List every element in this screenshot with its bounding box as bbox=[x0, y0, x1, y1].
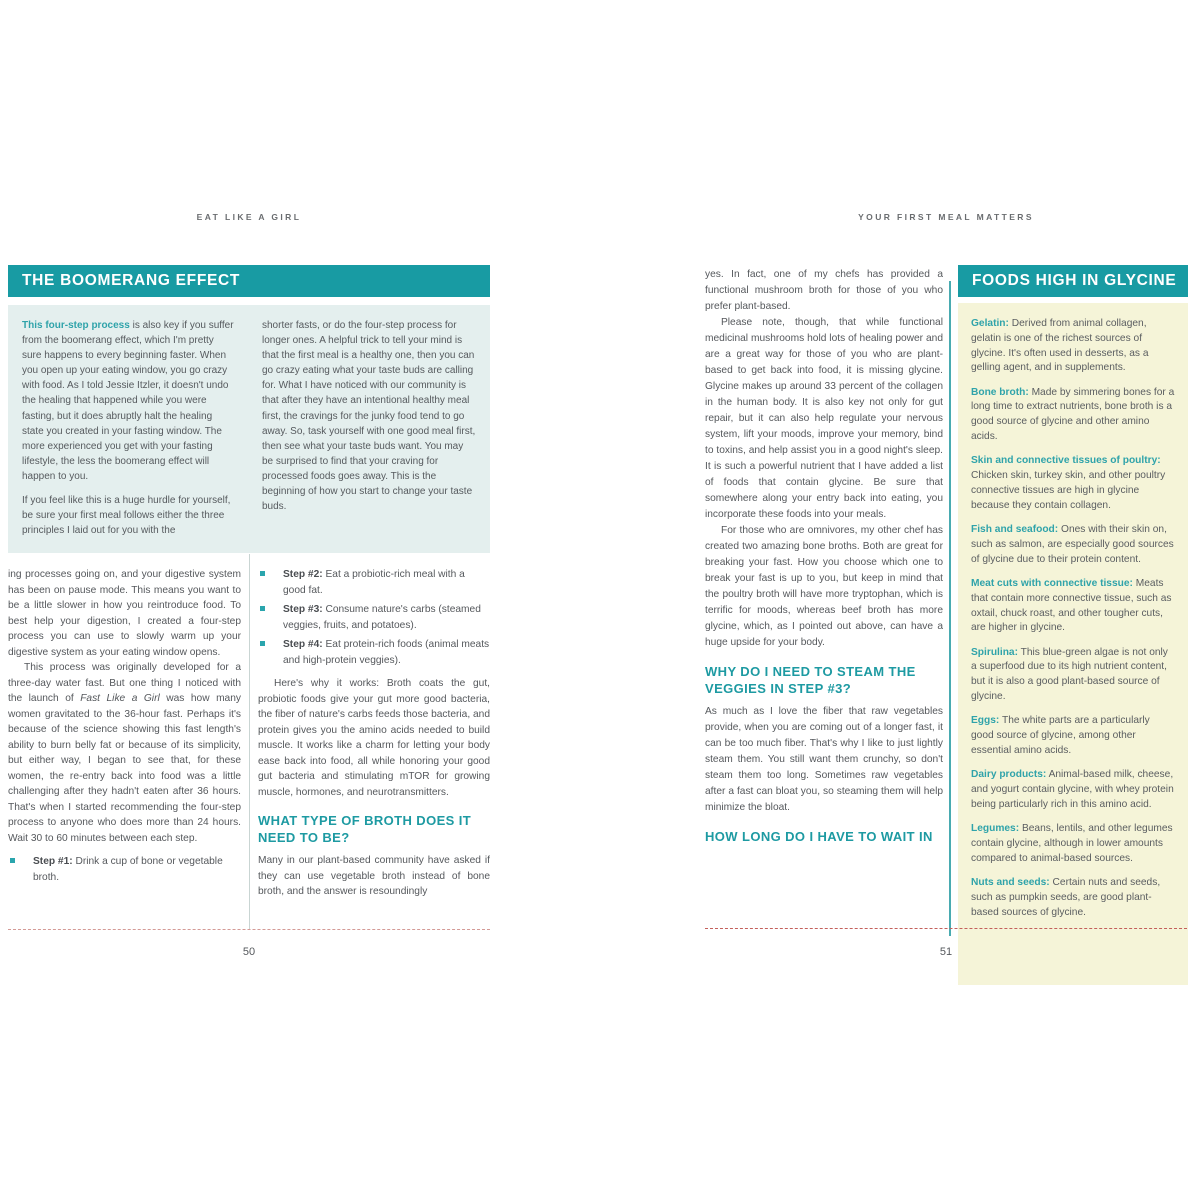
callout-paragraph: This four-step process is also key if you suffer from the boomerang effect, which I'm pretty sure happens to every beginning faster. When you open up your eating window, you go crazy with food. As I told Jessie Itzler, it doesn't undo the healing that happened while you were fasting, but it does abruptly halt the healing state you created in your fasting window. The more experienced you get with your fasting lifestyle, the less the boomerang effect will happen to you. bbox=[22, 320, 234, 482]
body-paragraph: Many in our plant-based community have asked if they can use vegetable broth instead of bone broth, and the answer is resoundingly bbox=[258, 855, 490, 897]
sidebar-food-item: Spirulina: This blue-green algae is not only a superfood due to its high nutrient content, but it is also a good plant-based source of glycine. bbox=[971, 646, 1168, 703]
step-list-item: Step #1: Drink a cup of bone or vegetable broth. bbox=[8, 854, 241, 885]
section-heading: WHAT TYPE OF BROTH DOES IT NEED TO BE? bbox=[258, 813, 472, 845]
step-list-item: Step #4: Eat protein-rich foods (animal meats and high-protein veggies). bbox=[258, 637, 490, 668]
sidebar-food-item: Skin and connective tissues of poultry: Chicken skin, turkey skin, and other poultry connective tissues are high in glycine because they contain collagen. bbox=[971, 455, 1166, 511]
body-paragraph: For those who are omnivores, my other chef has created two amazing bone broths. Both are great for breaking your fast. How you choose which one to break your fast is up to you, but keep in mind that the poultry broth will have more tryptophan, which is terrific for moods, whereas beef broth has more glycine, which, as I pointed out above, can have a huge upside for your body. bbox=[705, 525, 943, 648]
running-head-left: EAT LIKE A GIRL bbox=[196, 212, 302, 222]
section-heading: HOW LONG DO I HAVE TO WAIT IN bbox=[705, 829, 933, 844]
callout-paragraph: If you feel like this is a huge hurdle for yourself, be sure your first meal follows either the three principles I laid out for you with the bbox=[22, 495, 231, 537]
body-paragraph: This process was originally developed for a three-day water fast. But one thing I noticed with the launch of Fast Like a Girl was how many women gravitated to the 36-hour fast. Perhaps it's because of the science showing this fast length's ability to burn belly fat or because of its simplicity, but either way, I began to see that, for these women, the re-entry back into food was a little challenging after they hadn't eaten after 36 hours. That's when I started recommending the four-step process to anyone who does more than 24 hours. Wait 30 to 60 minutes between each step. bbox=[8, 662, 241, 844]
sidebar-titlebar bbox=[958, 265, 1188, 297]
book-title-italic: Fast Like a Girl bbox=[80, 693, 160, 704]
boomerang-callout-titlebar bbox=[8, 265, 490, 297]
sidebar-food-item: Legumes: Beans, lentils, and other legumes contain glycine, although in lower amounts compared to animal-based sources. bbox=[971, 823, 1173, 864]
column-divider-rule bbox=[249, 554, 250, 930]
page-number-left: 50 bbox=[242, 946, 256, 958]
body-paragraph: yes. In fact, one of my chefs has provided a functional mushroom broth for those of you who prefer plant-based. bbox=[705, 269, 943, 312]
sidebar-food-item: Nuts and seeds: Certain nuts and seeds, such as pumpkin seeds, are good plant-based sources of glycine. bbox=[971, 877, 1161, 918]
sidebar-food-item: Gelatin: Derived from animal collagen, gelatin is one of the richest sources of glycine. It's often used in desserts, as a gelling agent, and in supplements. bbox=[971, 318, 1149, 374]
trim-dashed-line-left bbox=[8, 929, 490, 930]
sidebar-title: FOODS HIGH IN GLYCINE bbox=[972, 272, 1177, 289]
boomerang-callout-body bbox=[8, 305, 490, 553]
body-paragraph: Please note, though, that while functional medicinal mushrooms hold lots of healing power and are a great way for those of you who are plant-based to get back into food, it is missing glycine. Glycine makes up around 33 percent of the collagen in the human body. It is also key not only for gut repair, but it can also help regulate your nervous system, lift your moods, improve your memory, bind to toxins, and help assist you in a good night's sleep. It is such a powerful nutrient that I have added a list of foods that contain glycine. Be sure that somewhere along your entry back into eating, you incorporate these foods into your meals. bbox=[705, 317, 943, 520]
trim-dashed-line-right bbox=[705, 928, 1187, 929]
section-heading: WHY DO I NEED TO STEAM THE VEGGIES IN STEP #3? bbox=[705, 664, 916, 696]
sidebar-food-item: Dairy products: Animal-based milk, cheese, and yogurt contain glycine, with whey protein being particularly rich in this amino acid. bbox=[971, 769, 1174, 810]
callout-lead-phrase: This four-step process bbox=[22, 320, 130, 331]
callout-column-1 bbox=[22, 318, 236, 540]
running-head-right: YOUR FIRST MEAL MATTERS bbox=[858, 212, 1034, 222]
bullet-square-icon bbox=[260, 606, 265, 611]
sidebar-food-item: Meat cuts with connective tissue: Meats that contain more connective tissue, such as oxtail, chuck roast, and other tougher cuts, are higher in glycine. bbox=[971, 577, 1172, 634]
body-paragraph: As much as I love the fiber that raw vegetables provide, when you are coming out of a longer fast, it can be too much fiber. That's why I like to just lightly steam them. You still want them crunchy, so don't steam them too long. Sometimes raw vegetables after a fast can bloat you, so steaming them will help minimize the bloat. bbox=[705, 706, 943, 813]
sidebar-food-item: Bone broth: Made by simmering bones for a long time to extract nutrients, bone broth is a good source of glycine and other amino acids. bbox=[971, 386, 1175, 443]
left-page-column-1 bbox=[8, 567, 241, 929]
body-paragraph: Here's why it works: Broth coats the gut, probiotic foods give your gut more good bacteria, the fiber of nature's carbs feeds those bacteria, and protein gives you the amino acids needed to build muscle. It works like a charm for letting your body ease back into food, all while honoring your good gut bacteria and stimulating mTOR for growing muscle, hormones, and neurotransmitters. bbox=[258, 678, 490, 798]
body-paragraph: ing processes going on, and your digestive system has been on pause mode. This means you want to be a little slower in how you reintroduce food. To best help your digestion, I created a four-step process you can use to slowly warm up your digestive system as your eating window opens. bbox=[8, 569, 241, 658]
sidebar-food-item: Fish and seafood: Ones with their skin on, such as salmon, are especially good sources of glycine due to their protein content. bbox=[971, 524, 1174, 565]
boomerang-callout-title: THE BOOMERANG EFFECT bbox=[22, 272, 241, 289]
glycine-sidebar bbox=[958, 303, 1188, 985]
bullet-square-icon bbox=[260, 641, 265, 646]
callout-column-2 bbox=[262, 318, 476, 540]
sidebar-divider-rule bbox=[949, 281, 951, 936]
bullet-square-icon bbox=[260, 571, 265, 576]
page-number-right: 51 bbox=[939, 946, 953, 958]
bullet-square-icon bbox=[10, 858, 15, 863]
sidebar-food-item: Eggs: The white parts are a particularly good source of glycine, among other essential amino acids. bbox=[971, 715, 1150, 756]
left-page-column-2 bbox=[258, 567, 490, 929]
step-list-item: Step #3: Consume nature's carbs (steamed veggies, fruits, and potatoes). bbox=[258, 602, 490, 633]
step-list-item: Step #2: Eat a probiotic-rich meal with a good fat. bbox=[258, 567, 490, 598]
right-page-main-column bbox=[705, 267, 943, 929]
callout-paragraph: shorter fasts, or do the four-step process for longer ones. A helpful trick to tell your mind is that the first meal is a healthy one, then you can go crazy eating what your taste buds are calling for. What I have noticed with our community is that after they have an intentional healthy meal first, the cravings for the junky food tend to go away. So, task yourself with one good meal first, then see what your taste buds want. You may be surprised to find that your craving for processed foods goes away. This is the beginning of how you start to change your taste buds. bbox=[262, 320, 476, 513]
